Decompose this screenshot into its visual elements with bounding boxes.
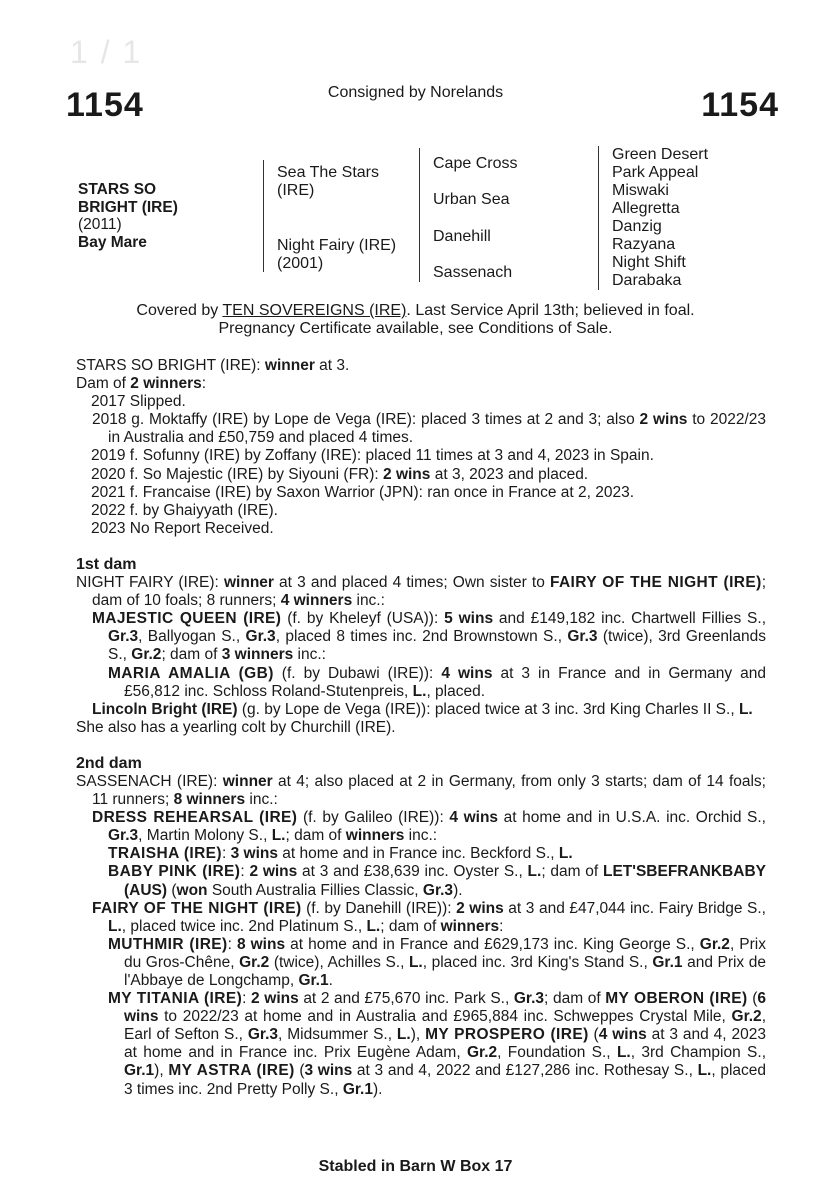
pedigree-dam [277, 237, 396, 273]
produce-2023: 2023 No Report Received. [91, 519, 274, 537]
lot-number-right: 1154 [701, 86, 779, 124]
grandparent-2: Urban Sea [433, 191, 510, 208]
dam-name: Night Fairy (IRE) [277, 237, 397, 254]
pedigree-sire [277, 164, 379, 200]
ggp-8: Darabaka [612, 272, 682, 289]
second-dam-grandproduce-4: MY TITANIA (IRE): 2 wins at 2 and £75,670 inc. Park S., Gr.3; dam of MY OBERON (IRE) (6 wins to 2022/23 at home and in Australia and £965,884 inc. Schweppes Crystal Mile, Gr.2, Earl of Sefton S., Gr.3, Midsummer S., L.), MY PROSPERO (IRE) (4 wins at 3 and 4, 2023 at home and in France inc. Prix Eugène Adam, Gr.2, Foundation S., L., 3rd Champion S., Gr.1), MY ASTRA (IRE) (3 wins at 3 and 4, 2022 and £127,286 inc. Rothesay S., L., placed 3 times inc. 2nd Pretty Polly S., Gr.1). [108, 990, 767, 1098]
first-dam-grandproduce-1: MARIA AMALIA (GB) (f. by Dubawi (IRE)): 4 wins at 3 in France and in Germany and £56,812 inc. Schloss Roland-Stutenpreis, L., placed. [108, 664, 766, 700]
sire-country: (IRE) [277, 182, 315, 199]
first-dam-yearling-note: She also has a yearling colt by Churchill (IRE). [76, 718, 396, 736]
ggp-7: Night Shift [612, 254, 686, 271]
mare-summary: STARS SO BRIGHT (IRE): winner at 3. [76, 357, 350, 374]
second-dam-grandproduce-2: BABY PINK (IRE): 2 wins at 3 and £38,639 inc. Oyster S., L.; dam of LET'SBEFRANKBABY (AUS) (won South Australia Fillies Classic, Gr.3). [108, 863, 766, 899]
horse-year: (2011) [78, 216, 122, 233]
second-dam-summary: SASSENACH (IRE): winner at 4; also placed at 2 in Germany, from only 3 starts; dam of 14 foals; 11 runners; 8 winners inc.: [76, 772, 766, 809]
covered-prefix: Covered by [136, 302, 223, 319]
grandparent-3: Danehill [433, 228, 491, 245]
covering-stallion: TEN SOVEREIGNS (IRE) [222, 302, 407, 319]
ggp-4: Allegretta [612, 200, 680, 217]
first-dam-title: 1st dam [76, 555, 137, 573]
horse-name-line2: BRIGHT (IRE) [78, 198, 178, 216]
ggp-3: Miswaki [612, 182, 669, 199]
horse-identity [78, 181, 178, 251]
pedigree-divider-3 [598, 146, 599, 290]
produce-2021: 2021 f. Francaise (IRE) by Saxon Warrior (JPN): ran once in France at 2, 2023. [91, 483, 635, 501]
page-indicator: 1 / 1 [70, 34, 143, 70]
pedigree-divider-1 [263, 160, 264, 272]
second-dam-produce-2: FAIRY OF THE NIGHT (IRE) (f. by Danehill (IRE)): 2 wins at 3 and £47,044 inc. Fairy Bridge S., L., placed twice inc. 2nd Platinum S., L.; dam of winners: [92, 899, 766, 935]
horse-name-line1: STARS SO [78, 181, 157, 198]
produce-2017: 2017 Slipped. [91, 393, 186, 411]
produce-2018: 2018 g. Moktaffy (IRE) by Lope de Vega (IRE): placed 3 times at 2 and 3; also 2 wins to 2022/23 in Australia and £50,759 and placed 4 times. [92, 411, 767, 447]
first-dam-produce-1: MAJESTIC QUEEN (IRE) (f. by Kheleyf (USA)): 5 wins and £149,182 inc. Chartwell Fillies S., Gr.3, Ballyogan S., Gr.3, placed 8 times inc. 2nd Brownstown S., Gr.3 (twice), 3rd Greenlands S., Gr.2; dam of 3 winners inc.: [92, 610, 766, 664]
second-dam-produce-1: DRESS REHEARSAL (IRE) (f. by Galileo (IRE)): 4 wins at home and in U.S.A. inc. Orchid S., Gr.3, Martin Molony S., L.; dam of winners inc.: [92, 809, 766, 845]
pregnancy-certificate-note: Pregnancy Certificate available, see Conditions of Sale. [218, 320, 613, 337]
lot-number-left: 1154 [66, 86, 144, 124]
dam-of-line: Dam of 2 winners: [76, 375, 207, 393]
second-dam-grandproduce-3: MUTHMIR (IRE): 8 wins at home and in France and £629,173 inc. King George S., Gr.2, Prix du Gros-Chêne, Gr.2 (twice), Achilles S., L., placed inc. 3rd King's Stand S., Gr.1 and Prix de l'Abbaye de Longchamp, Gr.1. [108, 935, 766, 989]
pedigree-divider-2 [419, 148, 420, 282]
consignor: Consigned by Norelands [327, 84, 504, 101]
catalogue-body [76, 357, 766, 1099]
ggp-2: Park Appeal [612, 164, 699, 181]
produce-2019: 2019 f. Sofunny (IRE) by Zoffany (IRE): placed 11 times at 3 and 4, 2023 in Spain. [91, 447, 654, 465]
stabling-location: Stabled in Barn W Box 17 [318, 1158, 513, 1175]
grandparent-1: Cape Cross [433, 155, 518, 172]
ggp-1: Green Desert [612, 146, 709, 163]
dam-year: (2001) [277, 255, 324, 272]
great-grandparents [612, 146, 708, 290]
horse-description: Bay Mare [78, 233, 147, 251]
covered-suffix: . Last Service April 13th; believed in foal. [406, 302, 695, 319]
first-dam-summary: NIGHT FAIRY (IRE): winner at 3 and placed 4 times; Own sister to FAIRY OF THE NIGHT (IRE); dam of 10 foals; 8 runners; 4 winners inc.: [76, 574, 766, 610]
grandparent-4: Sassenach [433, 264, 513, 281]
second-dam-title: 2nd dam [76, 754, 142, 772]
first-dam-produce-2: Lincoln Bright (IRE) (g. by Lope de Vega (IRE)): placed twice at 3 inc. 3rd King Charles II S., L. [92, 700, 753, 718]
produce-2022: 2022 f. by Ghaiyyath (IRE). [91, 501, 278, 519]
covering-note [0, 302, 831, 338]
second-dam-grandproduce-1: TRAISHA (IRE): 3 wins at home and in France inc. Beckford S., L. [108, 845, 573, 863]
ggp-6: Razyana [612, 236, 676, 253]
sire-name: Sea The Stars [277, 164, 379, 181]
ggp-5: Danzig [612, 218, 662, 235]
produce-2020: 2020 f. So Majestic (IRE) by Siyouni (FR): 2 wins at 3, 2023 and placed. [91, 465, 589, 483]
